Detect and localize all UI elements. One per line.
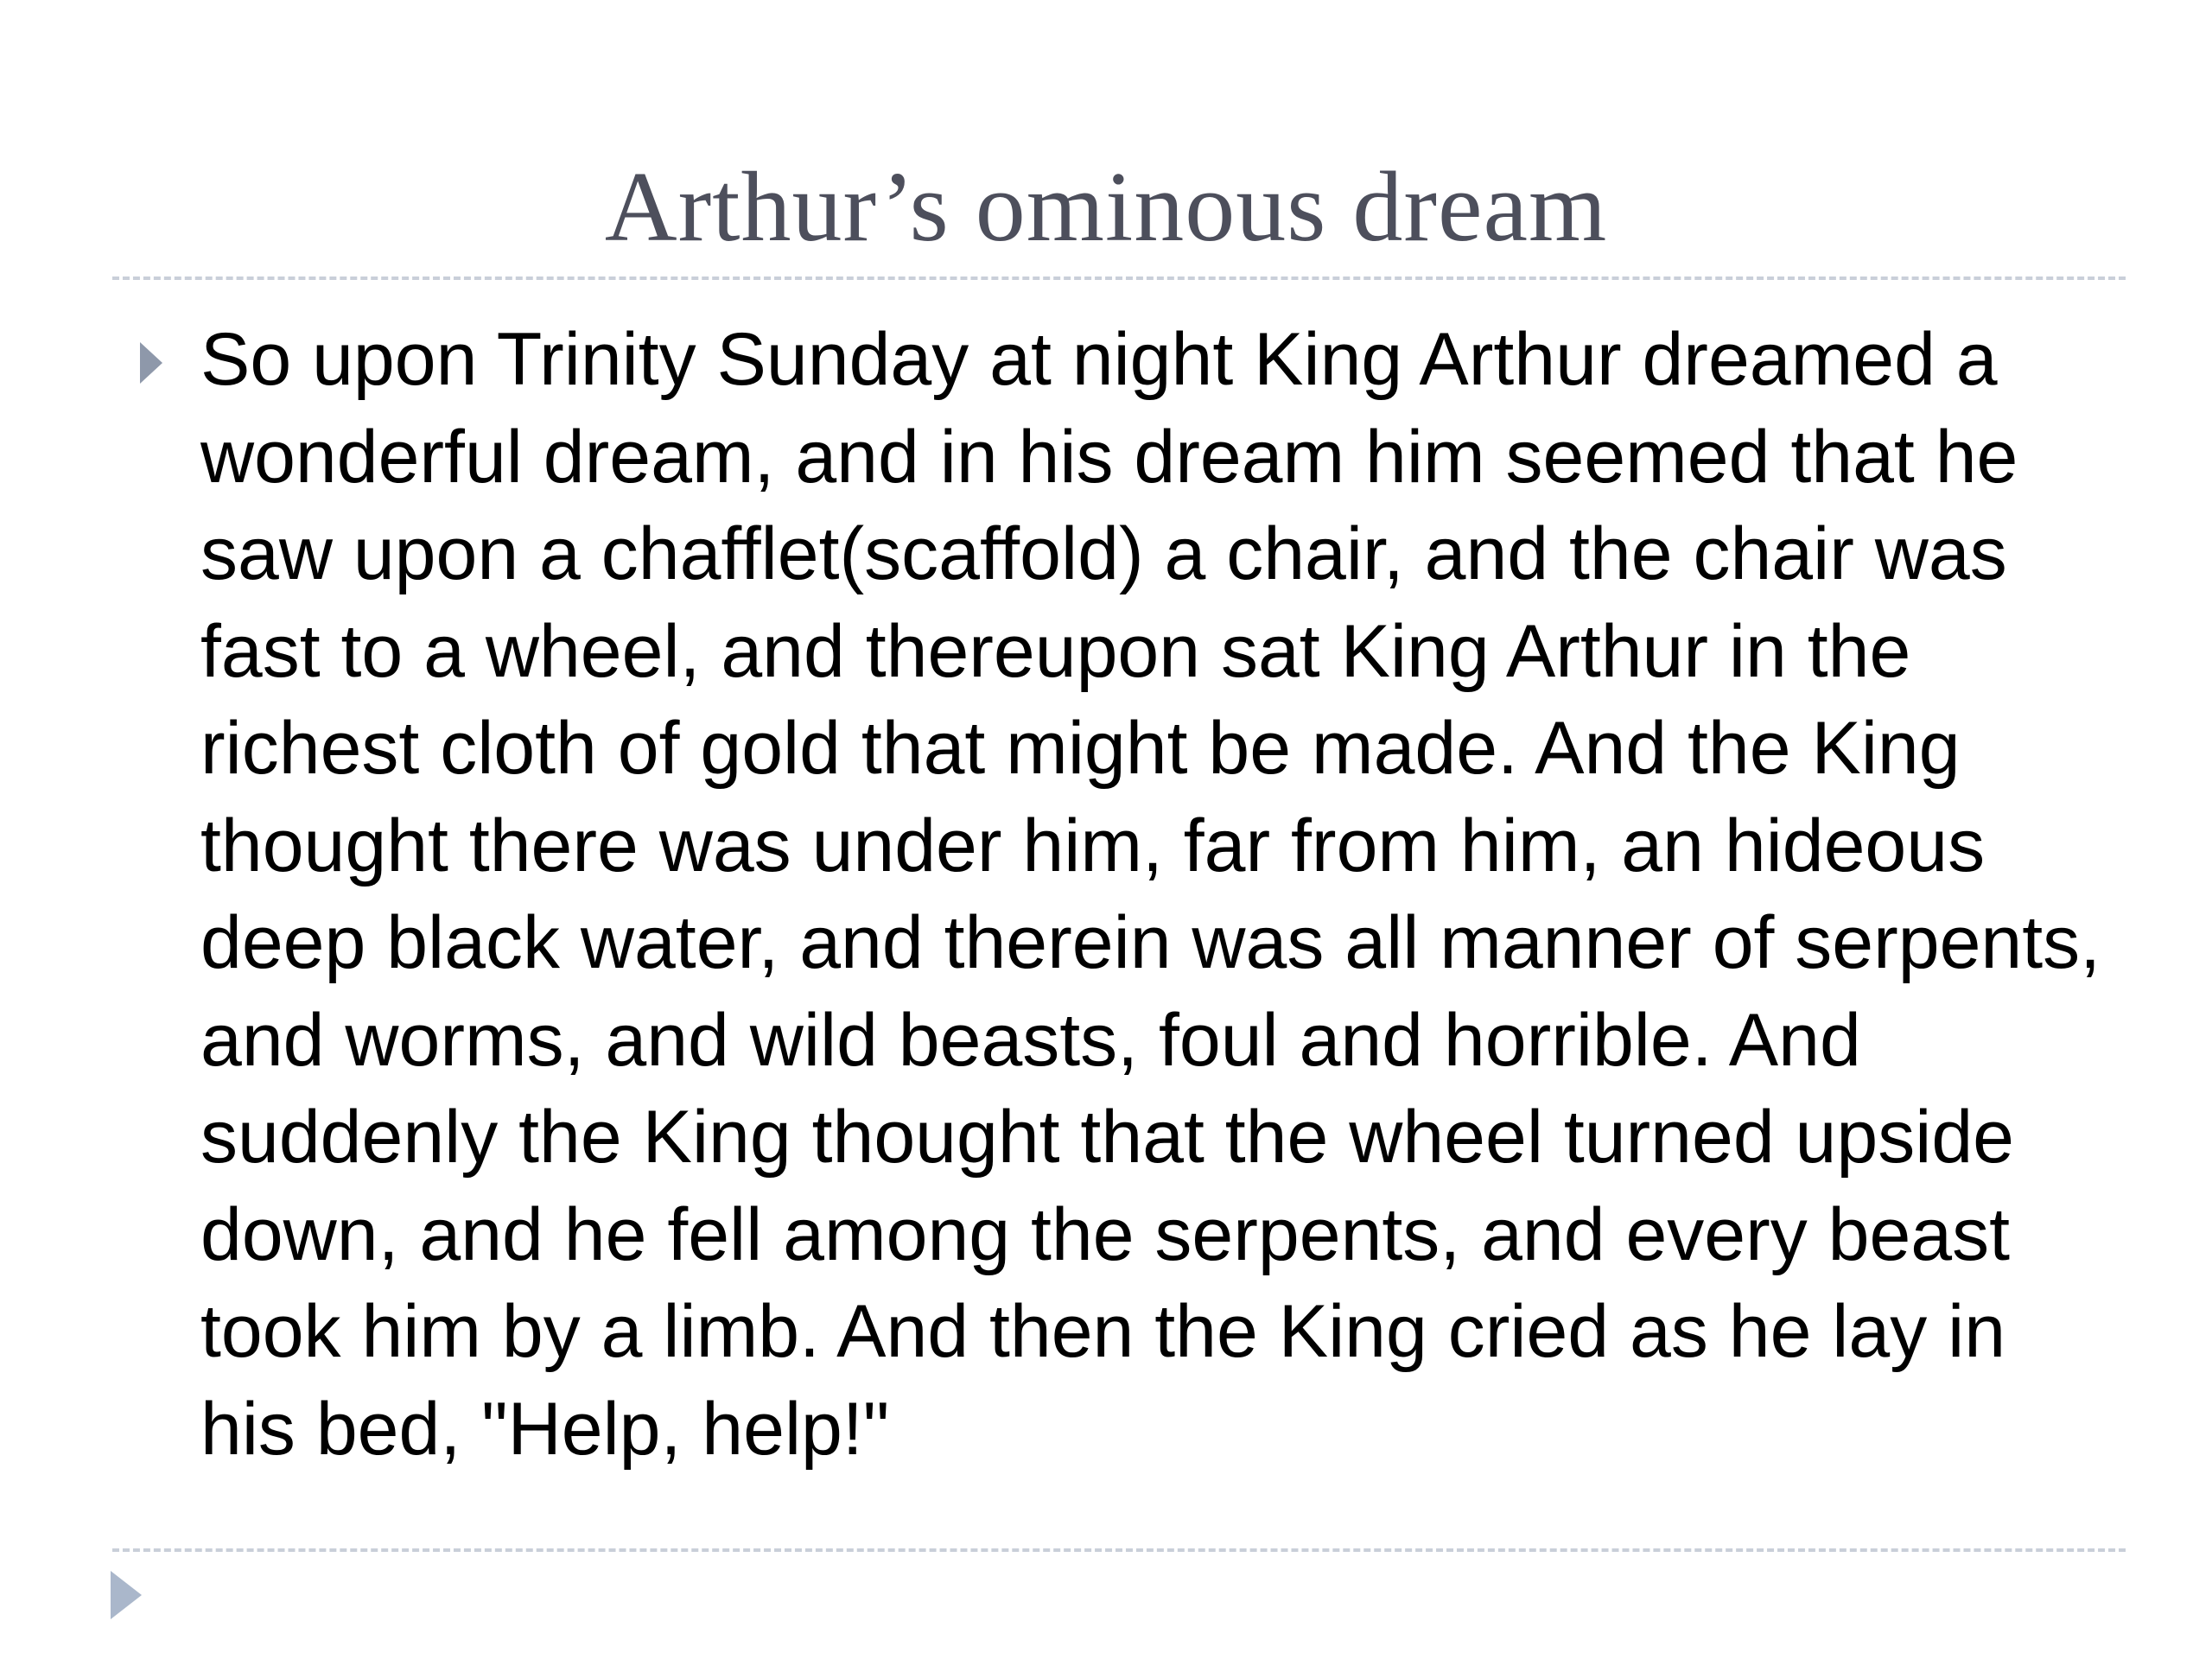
title-divider [112, 276, 2126, 280]
footer-divider [112, 1548, 2126, 1552]
slide-title: Arthur’s ominous dream [604, 152, 1608, 263]
triangle-bullet-icon [140, 342, 162, 384]
next-arrow-icon[interactable] [111, 1571, 142, 1619]
bullet-text: So upon Trinity Sunday at night King Arthur dreamed a wonderful dream, and in his dream him seemed that he saw upon a chafflet(scaffold) a chair, and the chair was fast to a wheel, and thereupon sat King Arthur in the richest cloth of gold that might be made. And the King thought there was under him, far from him, an hideous deep black water, and therein was all manner of serpents, and worms, and wild beasts, foul and horrible. And suddenly the King thought that the wheel turned upside down, and he fell among the serpents, and every beast took him by a limb. And then the King cried as he lay in his bed, "Help, help!" [200, 318, 2101, 1471]
